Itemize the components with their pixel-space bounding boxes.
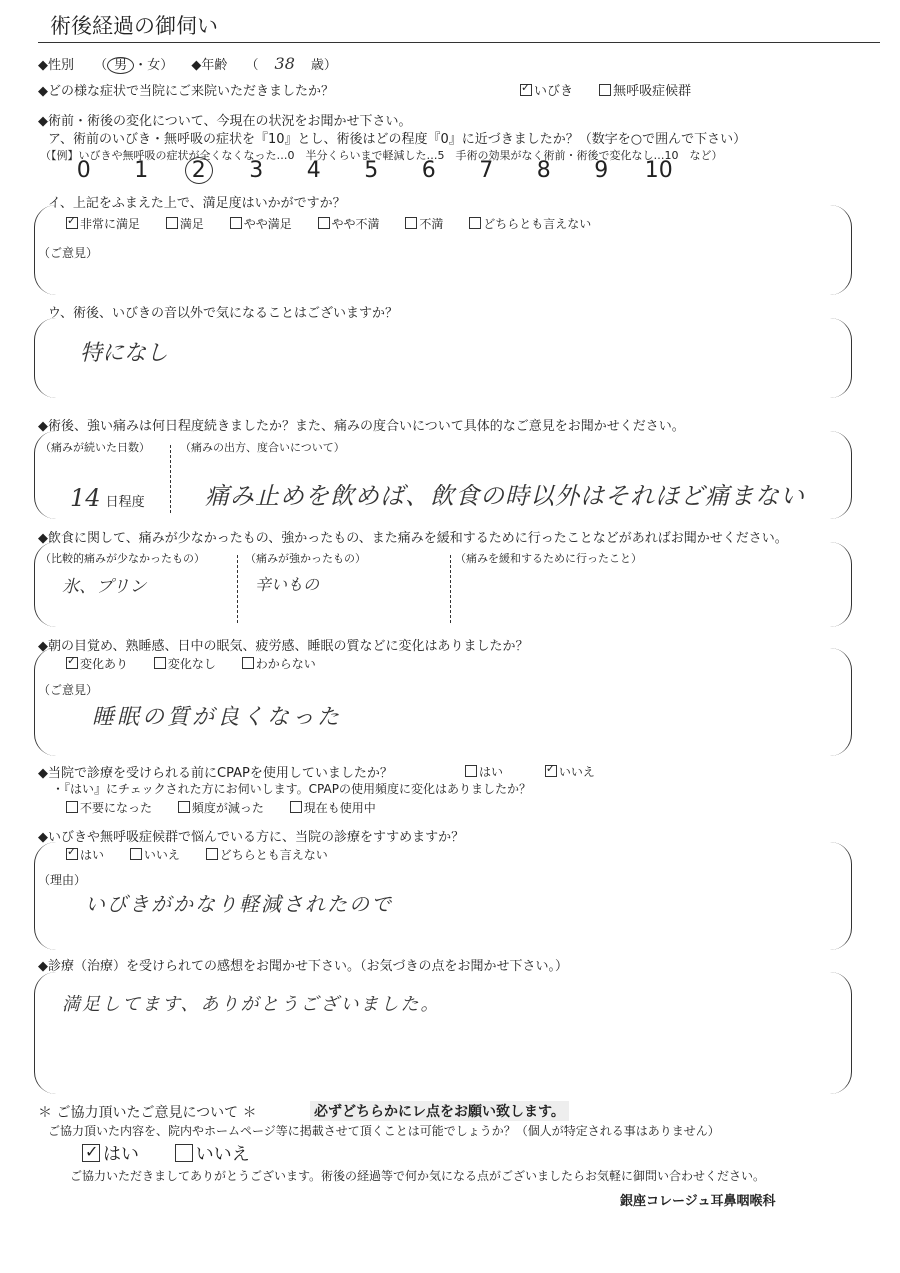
scale-2[interactable]: 2 <box>170 158 228 183</box>
sleep-option-no-change[interactable]: 変化なし <box>154 657 216 671</box>
cpap-sub-question: ・『はい』にチェックされた方にお伺いします。CPAPの使用頻度に変化はありましたか？ <box>52 782 531 796</box>
food-col2-answer[interactable]: 辛いもの <box>255 575 320 594</box>
recommend-reason-label: （理由） <box>38 873 87 887</box>
sex-female[interactable]: 女 <box>147 58 161 73</box>
impression-question: ◆診療（治療）を受けられての感想をお聞かせ下さい。（お気づきの点をお聞かせ下さい。） <box>38 959 568 974</box>
cpap-question: ◆当院で診療を受けられる前にCPAPを使用していましたか？ <box>38 766 393 781</box>
pain-question: ◆術後、強い痛みは何日程度続きましたか？また、痛みの度合いについて具体的なご意見をお聞かせください。 <box>38 419 685 434</box>
checkbox-icon <box>175 1144 193 1162</box>
title-underline <box>38 42 880 43</box>
checkbox-icon <box>318 217 330 229</box>
recommend-option-no[interactable]: いいえ <box>130 848 180 862</box>
recommend-answer[interactable]: いびきがかなり軽減されたので <box>85 892 393 916</box>
footer-notice-title: ＊ ご協力頂いたご意見について ＊ <box>38 1105 257 1121</box>
food-col2-label: （痛みが強かったもの） <box>245 552 366 565</box>
cpap-sub-options <box>66 799 376 816</box>
checkbox-icon <box>545 765 557 777</box>
food-divider-1 <box>237 555 238 623</box>
cpap-option-no[interactable]: ✓ いいえ <box>545 765 595 779</box>
age-value[interactable]: 38 <box>274 54 295 73</box>
food-col3-label: （痛みを緩和するために行ったこと） <box>455 552 642 565</box>
scale-9[interactable]: 9 <box>594 158 609 183</box>
satisfaction-option-somewhat-satisfied[interactable]: やや満足 <box>230 217 292 231</box>
satisfaction-option-somewhat-unsatisfied[interactable]: やや不満 <box>318 217 380 231</box>
checkbox-icon <box>166 217 178 229</box>
checkbox-icon <box>599 84 611 96</box>
satisfaction-question: イ、上記をふまえた上で、満足度はいかがですか？ <box>48 196 346 211</box>
checkbox-icon <box>469 217 481 229</box>
checkbox-icon <box>206 848 218 860</box>
sex-row: ◆性別 （ 男 ・女） ◆年齢 （ 38 歳） <box>38 54 337 73</box>
pain-days-unit: 日程度 <box>105 495 145 510</box>
satisfaction-option-satisfied[interactable]: 満足 <box>166 217 204 231</box>
change-sub-a: ア、術前のいびき・無呼吸の症状を『10』とし、術後はどの程度『0』に近づきましたか？（数字を○で囲んで下さい） <box>48 132 747 147</box>
other-answer[interactable]: 特になし <box>80 341 169 366</box>
symptom-question: ◆どの様な症状で当院にご来院いただきましたか？ <box>38 84 334 99</box>
recommend-option-yes[interactable]: ✓はい <box>66 848 104 862</box>
change-question: ◆術前・術後の変化について、今現在の状況をお聞かせ下さい。 <box>38 114 412 129</box>
scale-3[interactable]: 3 <box>249 158 264 183</box>
checkbox-icon <box>290 801 302 813</box>
sex-male[interactable]: 男 <box>107 57 134 74</box>
recommend-option-neither[interactable]: どちらとも言えない <box>206 848 328 862</box>
scale-5[interactable]: 5 <box>364 158 379 183</box>
sleep-answer[interactable]: 睡眠の質が良くなった <box>92 705 343 730</box>
footer-notice-text: ご協力頂いた内容を、院内やホームページ等に掲載させて頂くことは可能でしょうか？（個人が特定される事はありません） <box>48 1124 720 1138</box>
symptom-option-snoring[interactable]: ✓ いびき <box>520 84 573 99</box>
sex-dot: ・ <box>134 58 148 73</box>
age-unit: 歳 <box>310 58 324 73</box>
checkbox-icon <box>154 657 166 669</box>
scale-0[interactable]: 0 <box>76 158 91 183</box>
scale-1[interactable]: 1 <box>134 158 149 183</box>
recommend-question: ◆いびきや無呼吸症候群で悩んでいる方に、当院の診療をすすめますか？ <box>38 830 465 845</box>
checkbox-icon <box>230 217 242 229</box>
page-title: 術後経過の御伺い <box>50 14 218 38</box>
checkbox-icon <box>520 84 532 96</box>
consent-yes[interactable]: ✓はい <box>82 1144 139 1165</box>
cpap-sub-option-unneeded[interactable]: 不要になった <box>66 801 152 815</box>
pain-days-value[interactable]: 14 <box>70 484 101 512</box>
consent-no[interactable]: いいえ <box>175 1144 250 1165</box>
satisfaction-option-very-satisfied[interactable]: ✓非常に満足 <box>66 217 140 231</box>
checkbox-icon <box>465 765 477 777</box>
pain-days <box>70 484 145 512</box>
symptom-option-apnea[interactable]: 無呼吸症候群 <box>599 84 691 99</box>
sleep-option-unknown[interactable]: わからない <box>242 657 316 671</box>
sleep-option-changed[interactable]: ✓変化あり <box>66 657 128 671</box>
scale-6[interactable]: 6 <box>421 158 436 183</box>
footer-thanks: ご協力いただきましてありがとうございます。術後の経過等で何か気になる点がございましたらお気軽に御問い合わせください。 <box>70 1169 766 1183</box>
sleep-opinion-label: （ご意見） <box>38 683 99 697</box>
scale-8[interactable]: 8 <box>536 158 551 183</box>
satisfaction-option-unsatisfied[interactable]: 不満 <box>405 217 443 231</box>
pain-detail-label: （痛みの出方、度合いについて） <box>180 441 345 454</box>
checkbox-icon <box>242 657 254 669</box>
other-question: ウ、術後、いびきの音以外で気になることはございますか？ <box>48 306 398 321</box>
satisfaction-options <box>66 215 591 232</box>
clinic-name: 銀座コレージュ耳鼻咽喉科 <box>620 1194 776 1209</box>
change-scale <box>55 158 688 183</box>
sleep-options <box>66 655 316 672</box>
checkbox-icon <box>130 848 142 860</box>
symptom-options <box>520 80 691 99</box>
pain-detail-answer[interactable]: 痛み止めを飲めば、飲食の時以外はそれほど痛まない <box>205 482 805 510</box>
scale-7[interactable]: 7 <box>479 158 494 183</box>
checkbox-icon <box>405 217 417 229</box>
cpap-options <box>465 763 595 780</box>
food-question: ◆飲食に関して、痛みが少なかったもの、強かったもの、また痛みを緩和するために行ったことなどがあればお聞かせください。 <box>38 531 788 546</box>
cpap-sub-option-still-using[interactable]: 現在も使用中 <box>290 801 376 815</box>
age-label: ◆年齢 <box>191 58 228 73</box>
cpap-sub-option-reduced[interactable]: 頻度が減った <box>178 801 264 815</box>
sleep-question: ◆朝の目覚め、熟睡感、日中の眠気、疲労感、睡眠の質などに変化はありましたか？ <box>38 639 529 654</box>
sex-label: ◆性別 <box>38 58 74 73</box>
checkbox-icon <box>66 801 78 813</box>
impression-answer[interactable]: 満足してます、ありがとうございました。 <box>62 994 441 1015</box>
checkbox-icon <box>66 657 78 669</box>
pain-days-label: （痛みが続いた日数） <box>40 441 150 454</box>
checkbox-icon <box>82 1144 100 1162</box>
recommend-options <box>66 846 328 863</box>
checkbox-icon <box>178 801 190 813</box>
pain-divider <box>170 445 171 513</box>
food-col1-answer[interactable]: 氷、プリン <box>62 577 147 597</box>
checkbox-icon <box>66 217 78 229</box>
food-divider-2 <box>450 555 451 623</box>
footer-notice-bold: 必ずどちらかにレ点をお願い致します。 <box>310 1101 569 1121</box>
change-example: （【例】いびきや無呼吸の症状が全くなくなった…0 半分くらいまで軽減した…5 手術の効果がなく術前・術後で変化なし…10 など） <box>40 149 723 162</box>
satisfaction-option-neither[interactable]: どちらとも言えない <box>469 217 591 231</box>
scale-4[interactable]: 4 <box>306 158 321 183</box>
scale-10[interactable]: 10 <box>644 158 673 183</box>
satisfaction-opinion-label: （ご意見） <box>38 246 99 260</box>
food-col1-label: （比較的痛みが少なかったもの） <box>40 552 205 565</box>
footer-consent <box>82 1140 250 1166</box>
checkbox-icon <box>66 848 78 860</box>
cpap-option-yes[interactable]: はい <box>465 765 503 779</box>
